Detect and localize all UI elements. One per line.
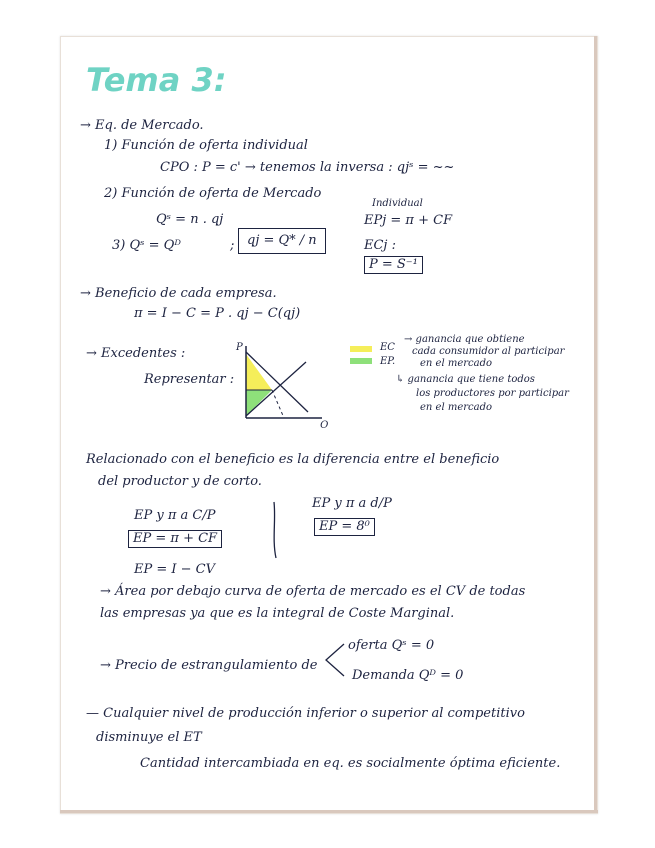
ecj-formula: ECj : [364,238,396,253]
y-axis-label: P [236,342,243,353]
ep-80-box: EP = 8⁰ [314,518,375,536]
ep-short-run-heading: EP y π a C/P [134,508,216,523]
legend-ec-text-1: → ganancia que obtiene [404,334,525,345]
bracket [322,640,346,680]
cantidad-line: Cantidad intercambiada en eq. es socialmente óptima eficiente. [140,756,561,771]
cualquier-line-1: — Cualquier nivel de producción inferior o superior al competitivo [86,706,525,721]
legend-ep-text-2: los productores por participar [416,388,569,399]
qj-boxed-formula: qj = Q* / n [238,228,326,254]
equilibrium-quantity-line [272,390,284,418]
ep-i-cv-formula: EP = I − CV [134,562,216,577]
x-axis-label: Q [320,420,329,428]
heading-excedentes: → Excedentes : [86,346,186,361]
area-line-1: → Área por debajo curva de oferta de mercado es el CV de todas [100,584,526,599]
demanda-condition: Demanda Qᴰ = 0 [352,668,464,683]
legend-ep-text-3: en el mercado [420,402,492,413]
epj-formula: EPj = π + CF [364,213,453,228]
p-inverse-box: P = S⁻¹ [364,256,423,274]
page-edge-bottom [60,810,598,813]
relacionado-line-2: del productor y de corto. [98,474,262,489]
item-oferta-individual: 1) Función de oferta individual [104,138,308,153]
legend-ec-swatch [350,346,372,352]
cualquier-line-2: disminuye el ET [96,730,202,745]
qs-sum-formula: Qˢ = n . qj [156,212,224,227]
oferta-condition: oferta Qˢ = 0 [348,638,435,653]
semicolon: ; [230,238,235,253]
individual-label: Individual [372,198,423,209]
surplus-graph [226,338,332,428]
consumer-surplus-area [246,354,272,390]
ep-long-run-heading: EP y π a d/P [312,496,392,511]
legend-ep-label: EP. [380,356,396,367]
ep-cf-box: EP = π + CF [128,530,222,548]
page-edge-right [594,36,597,812]
item-oferta-mercado: 2) Función de oferta de Mercado [104,186,322,201]
legend-ec-label: EC [380,342,395,353]
legend-ec-text-2: cada consumidor al participar [412,346,565,357]
legend-ep-text-1: ↳ ganancia que tiene todos [396,374,535,385]
page-title: Tema 3: [86,61,227,99]
legend-ep-swatch [350,358,372,364]
heading-eq-mercado: → Eq. de Mercado. [80,118,204,133]
legend-ec-text-3: en el mercado [420,358,492,369]
heading-beneficio: → Beneficio de cada empresa. [80,286,277,301]
representar-label: Representar : [144,372,235,387]
equilibrium-condition: 3) Qˢ = Qᴰ [112,238,181,253]
beneficio-formula: π = I − C = P . qj − C(qj) [134,306,301,321]
area-line-2: las empresas ya que es la integral de Coste Marginal. [100,606,455,621]
cpo-formula: CPO : P = c' → tenemos la inversa : qjˢ = ~~ [160,160,455,175]
divider-line [268,500,282,560]
precio-estrangulamiento: → Precio de estrangulamiento de [100,658,318,673]
relacionado-line-1: Relacionado con el beneficio es la diferencia entre el beneficio [86,452,500,467]
